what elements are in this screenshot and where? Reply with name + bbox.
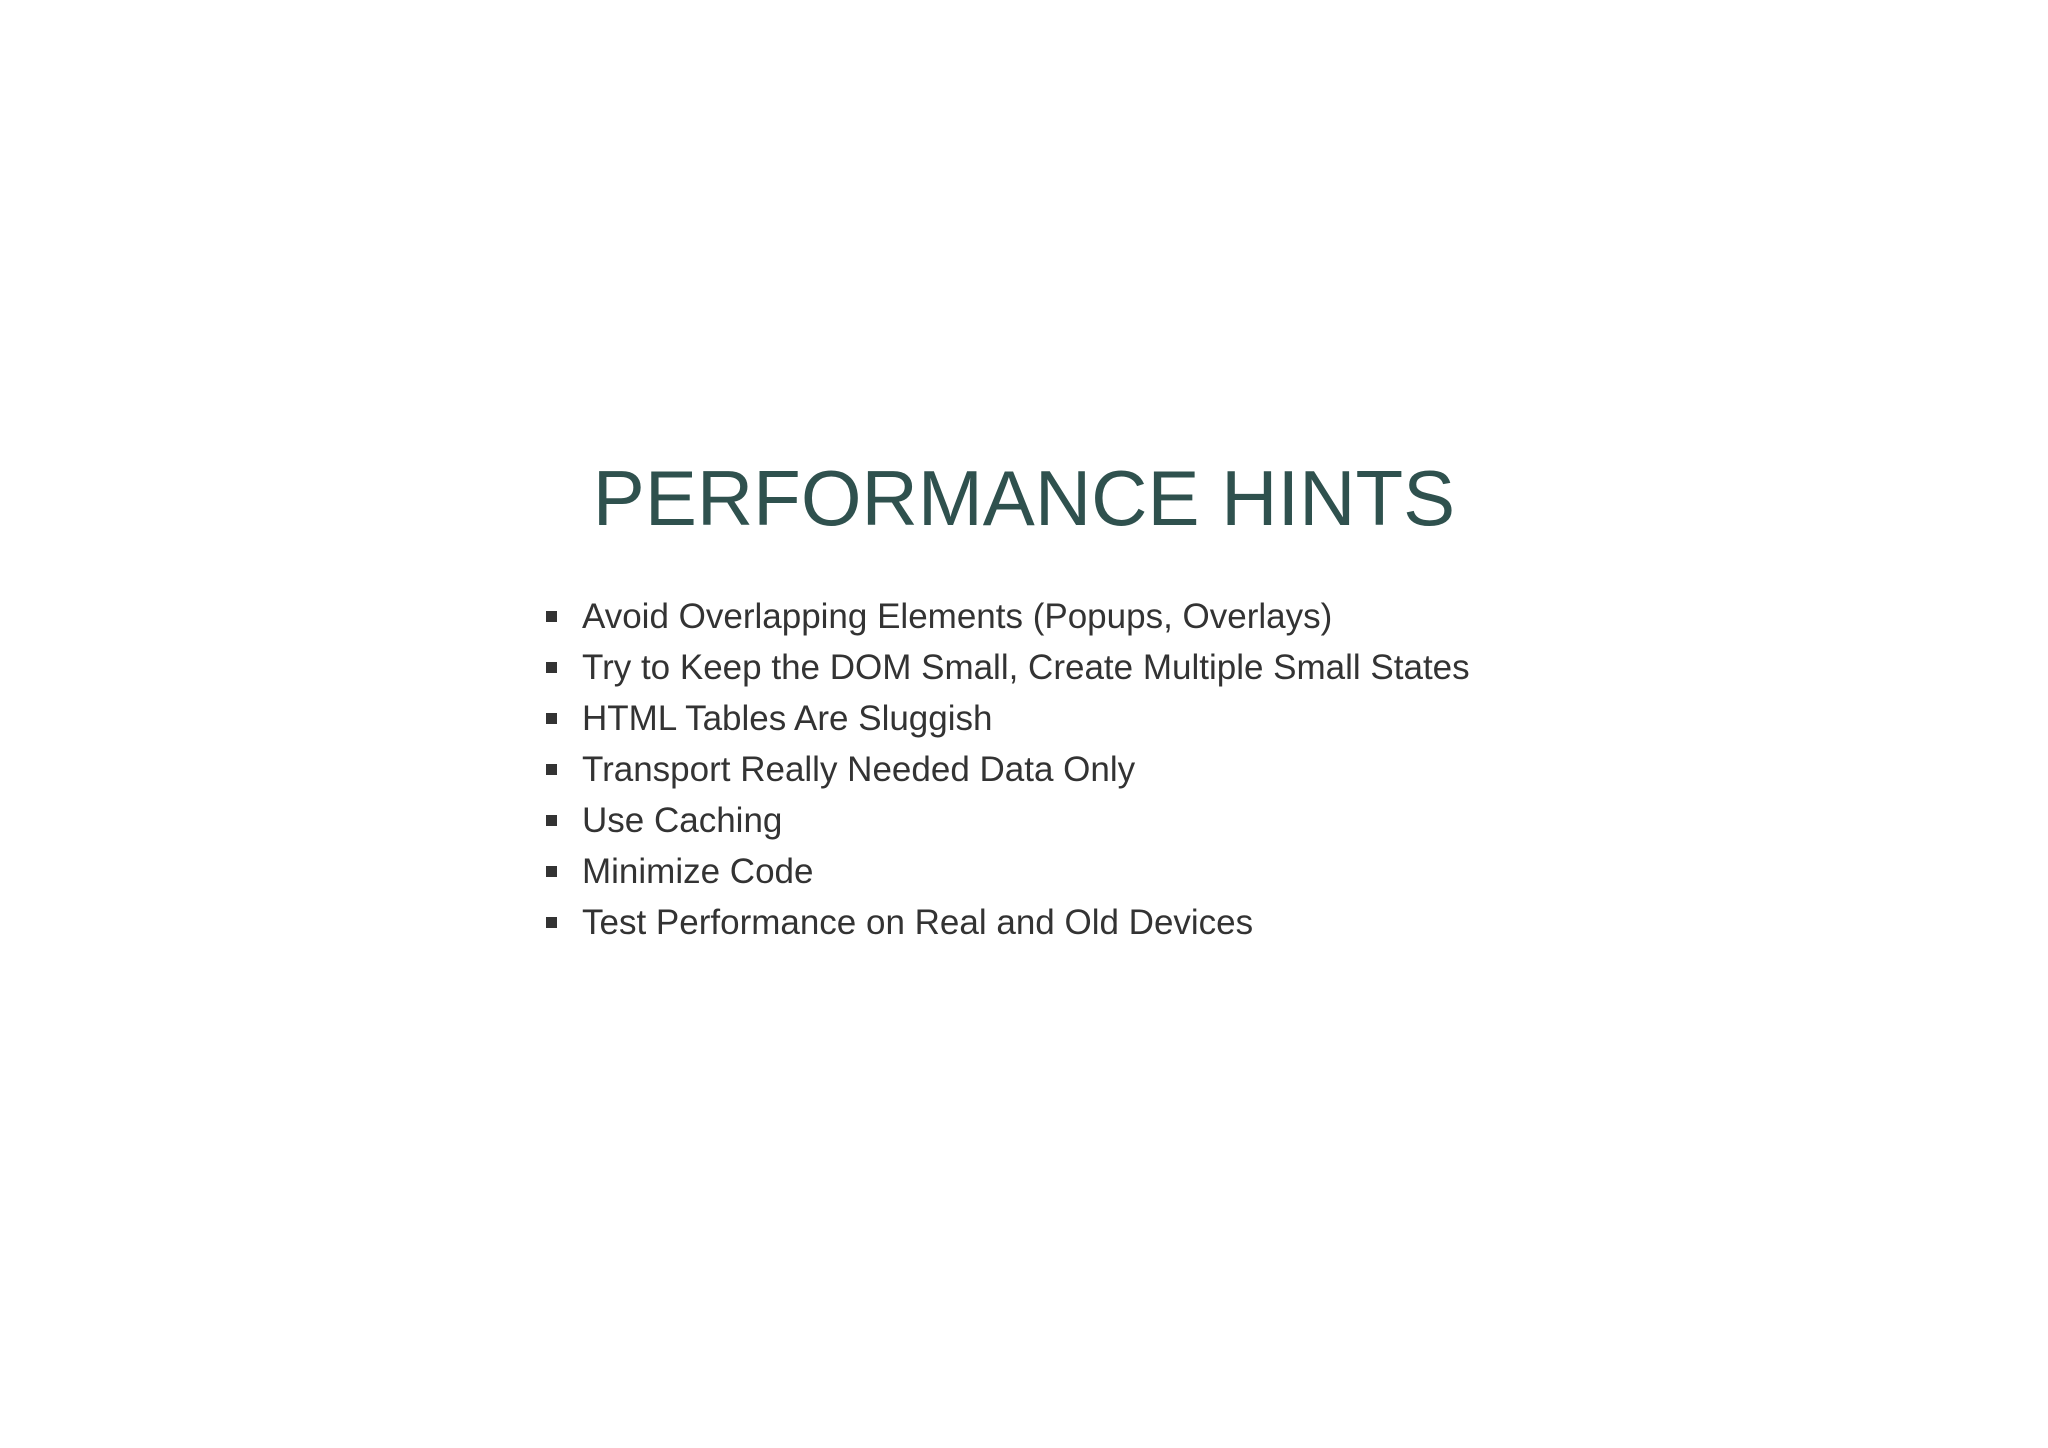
bullet-text: Transport Really Needed Data Only — [582, 750, 1136, 789]
bullet-item — [546, 795, 1470, 846]
square-bullet-icon — [546, 866, 557, 877]
bullet-item — [546, 591, 1470, 642]
bullet-text: Avoid Overlapping Elements (Popups, Overlays) — [582, 597, 1333, 636]
square-bullet-icon — [546, 611, 557, 622]
bullet-text: Try to Keep the DOM Small, Create Multiple Small States — [582, 648, 1470, 687]
square-bullet-icon — [546, 662, 557, 673]
bullet-text: Minimize Code — [582, 852, 814, 891]
bullet-text: HTML Tables Are Sluggish — [582, 699, 993, 738]
square-bullet-icon — [546, 764, 557, 775]
bullet-text: Use Caching — [582, 801, 783, 840]
bullet-item — [546, 897, 1470, 948]
square-bullet-icon — [546, 917, 557, 928]
bullet-item — [546, 693, 1470, 744]
bullet-item — [546, 744, 1470, 795]
bullet-item — [546, 846, 1470, 897]
bullet-item — [546, 642, 1470, 693]
bullet-list — [546, 591, 1470, 948]
slide-title: PERFORMANCE HINTS — [592, 454, 1456, 542]
bullet-text: Test Performance on Real and Old Devices — [582, 903, 1254, 942]
square-bullet-icon — [546, 815, 557, 826]
square-bullet-icon — [546, 713, 557, 724]
